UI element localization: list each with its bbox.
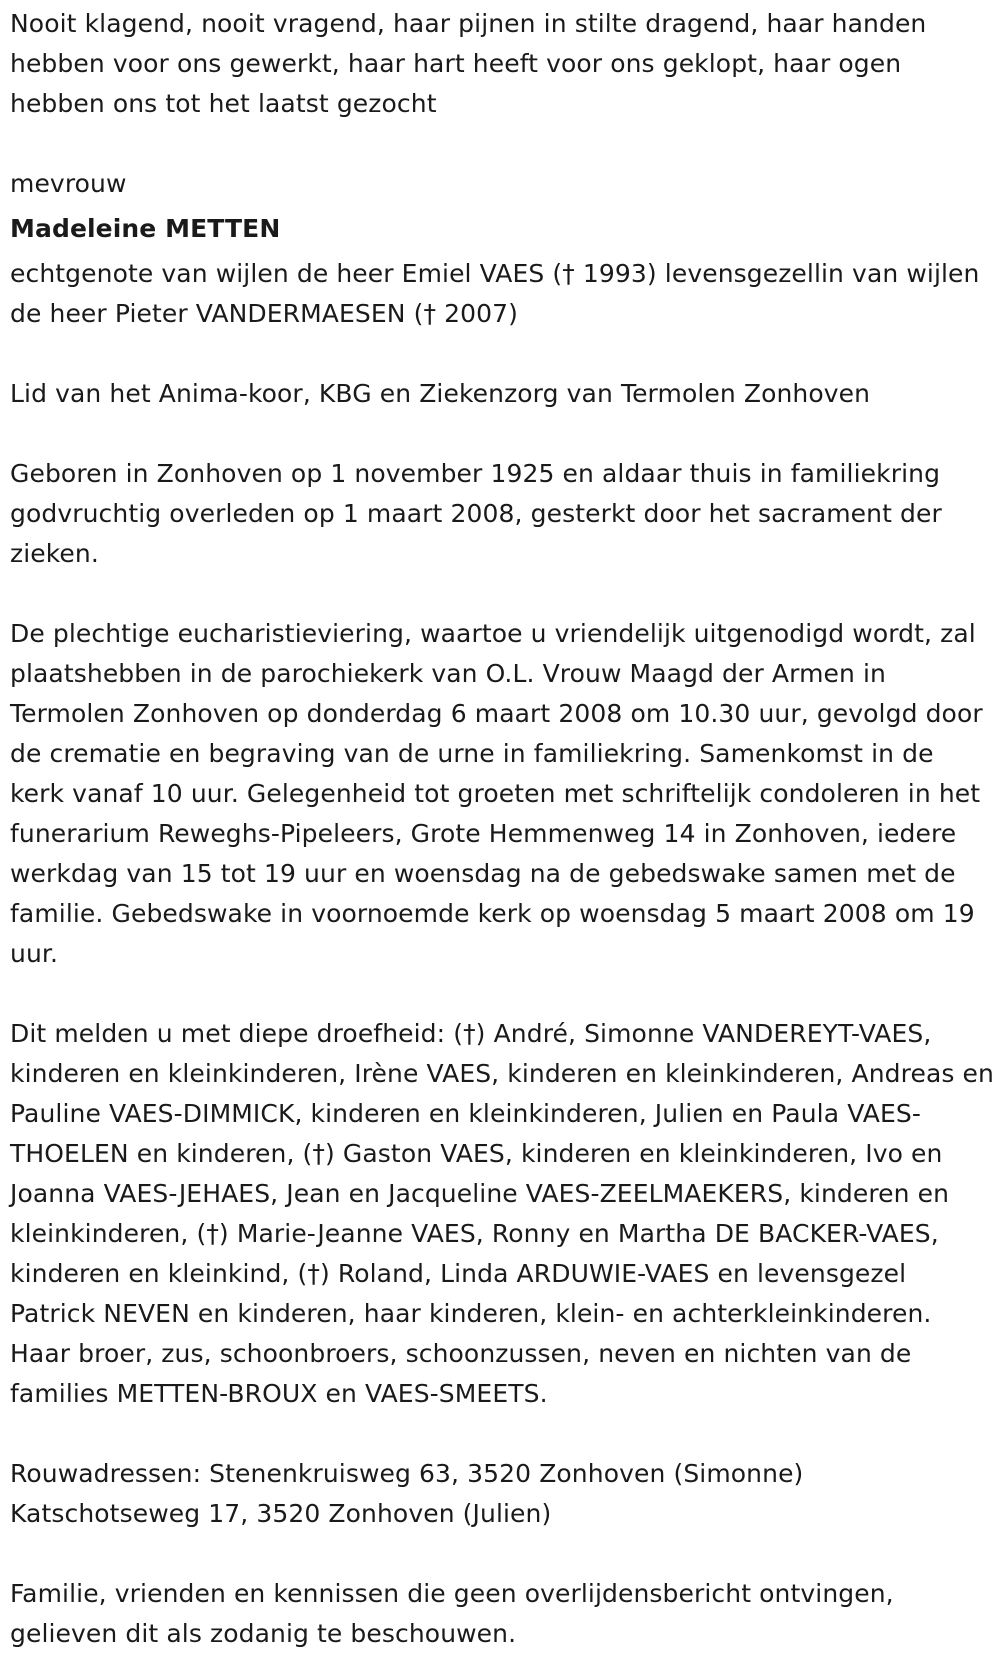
spacer [10, 124, 995, 164]
birth-death-paragraph: Geboren in Zonhoven op 1 november 1925 en aldaar thuis in familiekring godvruchtig overleden op 1 maart 2008, gesterkt door het sacrament der zieken. [10, 459, 942, 568]
announcers-paragraph: Dit melden u met diepe droefheid: (†) André, Simonne VANDEREYT-VAES, kinderen en kleinkinderen, Irène VAES, kinderen en kleinkinderen, Andreas en Pauline VAES-DIMMICK, kinderen en kleinkinderen, Julien en Paula VAES-THOELEN en kinderen, (†) Gaston VAES, kinderen en kleinkinderen, Ivo en Joanna VAES-JEHAES, Jean en Jacqueline VAES-ZEELMAEKERS, kinderen en kleinkinderen, (†) Marie-Jeanne VAES, Ronny en Martha DE BACKER-VAES, kinderen en kleinkind, (†) Roland, Linda ARDUWIE-VAES en levensgezel Patrick NEVEN en kinderen, haar kinderen, klein- en achterkleinkinderen. Haar broer, zus, schoonbroers, schoonzussen, neven en nichten van de families METTEN-BROUX en VAES-SMEETS. [10, 1019, 994, 1408]
obituary-document [10, 4, 995, 1654]
spouses-paragraph: echtgenote van wijlen de heer Emiel VAES († 1993) levensgezellin van wijlen de heer Pieter VANDERMAESEN († 2007) [10, 259, 980, 328]
mourning-address-1: Rouwadressen: Stenenkruisweg 63, 3520 Zonhoven (Simonne) [10, 1459, 804, 1488]
ceremony-paragraph: De plechtige eucharistieviering, waartoe u vriendelijk uitgenodigd wordt, zal plaatshebben in de parochiekerk van O.L. Vrouw Maagd der Armen in Termolen Zonhoven op donderdag 6 maart 2008 om 10.30 uur, gevolgd door de crematie en begraving van de urne in familiekring. Samenkomst in de kerk vanaf 10 uur. Gelegenheid tot groeten met schriftelijk condoleren in het funerarium Reweghs-Pipeleers, Grote Hemmenweg 14 in Zonhoven, iedere werkdag van 15 tot 19 uur en woensdag na de gebedswake samen met de familie. Gebedswake in voornoemde kerk op woensdag 5 maart 2008 om 19 uur. [10, 619, 983, 968]
spacer [10, 1414, 995, 1454]
salutation: mevrouw [10, 169, 127, 198]
closing-note: Familie, vrienden en kennissen die geen overlijdensbericht ontvingen, gelieven dit als zodanig te beschouwen. [10, 1579, 894, 1648]
spacer [10, 334, 995, 374]
membership-paragraph: Lid van het Anima-koor, KBG en Ziekenzorg van Termolen Zonhoven [10, 379, 871, 408]
spacer [10, 574, 995, 614]
spacer [10, 414, 995, 454]
mourning-address-2: Katschotseweg 17, 3520 Zonhoven (Julien) [10, 1499, 552, 1528]
deceased-name: Madeleine METTEN [10, 214, 281, 243]
spacer [10, 974, 995, 1014]
motto-paragraph: Nooit klagend, nooit vragend, haar pijnen in stilte dragend, haar handen hebben voor ons gewerkt, haar hart heeft voor ons geklopt, haar ogen hebben ons tot het laatst gezocht [10, 9, 927, 118]
spacer [10, 1534, 995, 1574]
